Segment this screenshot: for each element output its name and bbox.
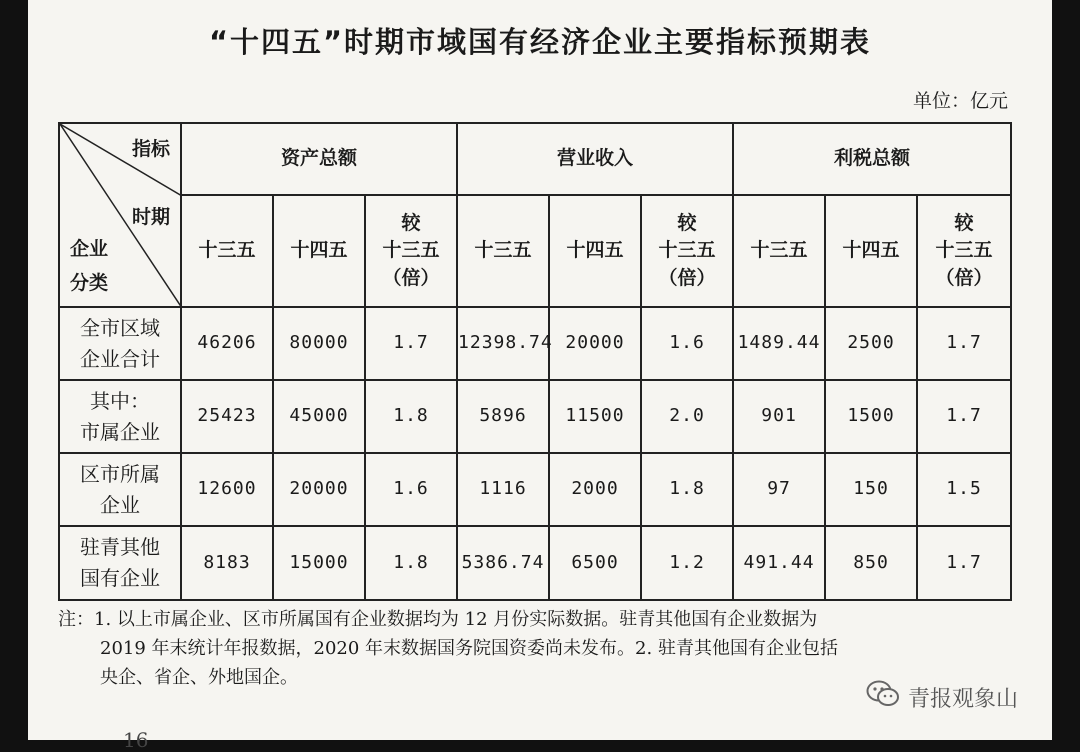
table-cell: 1500 bbox=[825, 380, 917, 453]
ratio-line-1: 较 bbox=[677, 211, 697, 234]
unit-label: 单位：亿元 bbox=[912, 90, 1008, 112]
table-row bbox=[59, 526, 1011, 600]
row-category bbox=[59, 453, 181, 526]
table-cell: 1.6 bbox=[365, 453, 457, 526]
row-category-line-2: 市属企业 bbox=[80, 419, 160, 444]
ratio-line-3: （倍） bbox=[658, 266, 716, 289]
row-category-line-1: 驻青其他 bbox=[80, 535, 160, 559]
table-row bbox=[59, 380, 1011, 453]
corner-label-period: 时期 bbox=[131, 206, 170, 228]
table-cell: 150 bbox=[825, 453, 917, 526]
table-cell: 46206 bbox=[181, 307, 273, 380]
row-category bbox=[59, 380, 181, 453]
row-category bbox=[59, 307, 181, 380]
table-cell: 20000 bbox=[549, 307, 641, 380]
corner-header-cell bbox=[59, 123, 181, 307]
row-category bbox=[59, 526, 181, 600]
page-title: “十四五”时期市域国有经济企业主要指标预期表 bbox=[208, 25, 872, 59]
table-cell: 1.7 bbox=[917, 526, 1011, 600]
row-category-line-2: 国有企业 bbox=[80, 566, 160, 590]
table-cell: 1.8 bbox=[641, 453, 733, 526]
table-cell: 1.7 bbox=[917, 380, 1011, 453]
row-category-line-1: 其中： bbox=[90, 388, 150, 413]
group-header-tax: 利税总额 bbox=[733, 123, 1011, 195]
sub-header-ratio bbox=[641, 195, 733, 307]
watermark-text: 青报观象山 bbox=[907, 686, 1018, 712]
footnote-line-3: 央企、省企、外地国企。 bbox=[100, 666, 298, 688]
corner-label-category-2: 分类 bbox=[70, 272, 109, 294]
table-cell: 1.8 bbox=[365, 526, 457, 600]
table-cell: 20000 bbox=[273, 453, 365, 526]
table-cell: 1.2 bbox=[641, 526, 733, 600]
table-cell: 850 bbox=[825, 526, 917, 600]
table-cell: 1.8 bbox=[365, 380, 457, 453]
footnote-line-2: 2019 年末统计年报数据，2020 年末数据国务院国资委尚未发布。2. 驻青其他国有企业包括 bbox=[100, 637, 838, 659]
table-row bbox=[59, 307, 1011, 380]
group-header-revenue: 营业收入 bbox=[457, 123, 733, 195]
group-header-assets: 资产总额 bbox=[181, 123, 457, 195]
table-cell: 80000 bbox=[273, 307, 365, 380]
page-number: 16 bbox=[123, 728, 149, 752]
wechat-icon bbox=[866, 680, 900, 714]
indicator-table bbox=[58, 122, 1012, 601]
ratio-line-1: 较 bbox=[401, 211, 421, 234]
sub-header-ratio bbox=[365, 195, 457, 307]
table-row bbox=[59, 453, 1011, 526]
row-category-line-1: 区市所属 bbox=[80, 461, 160, 486]
sub-header-13th: 十三五 bbox=[733, 195, 825, 307]
sub-header-14th: 十四五 bbox=[549, 195, 641, 307]
row-category-line-2: 企业 bbox=[100, 492, 140, 517]
sub-header-13th: 十三五 bbox=[181, 195, 273, 307]
corner-label-category-1: 企业 bbox=[70, 238, 109, 260]
table-cell: 6500 bbox=[549, 526, 641, 600]
table-cell: 1116 bbox=[457, 453, 549, 526]
table-cell: 8183 bbox=[181, 526, 273, 600]
table-cell: 15000 bbox=[273, 526, 365, 600]
watermark bbox=[866, 680, 1018, 714]
sub-header-13th: 十三五 bbox=[457, 195, 549, 307]
sub-header-14th: 十四五 bbox=[825, 195, 917, 307]
sub-header-ratio bbox=[917, 195, 1011, 307]
ratio-line-1: 较 bbox=[954, 211, 974, 234]
ratio-line-2: 十三五 bbox=[382, 239, 440, 262]
table-cell: 1489.44 bbox=[733, 307, 825, 380]
ratio-line-3: （倍） bbox=[382, 266, 440, 289]
table-cell: 5386.74 bbox=[457, 526, 549, 600]
ratio-line-2: 十三五 bbox=[658, 239, 716, 262]
table-cell: 901 bbox=[733, 380, 825, 453]
ratio-line-2: 十三五 bbox=[935, 239, 993, 262]
table-cell: 2500 bbox=[825, 307, 917, 380]
table-cell: 45000 bbox=[273, 380, 365, 453]
row-category-line-2: 企业合计 bbox=[80, 346, 160, 371]
table-cell: 12600 bbox=[181, 453, 273, 526]
table-cell: 11500 bbox=[549, 380, 641, 453]
table-cell: 1.5 bbox=[917, 453, 1011, 526]
table-cell: 491.44 bbox=[733, 526, 825, 600]
sub-header-14th: 十四五 bbox=[273, 195, 365, 307]
footnote-line-1: 注：1. 以上市属企业、区市所属国有企业数据均为 12 月份实际数据。驻青其他国有企业数据为 bbox=[58, 609, 818, 630]
table-cell: 5896 bbox=[457, 380, 549, 453]
table-cell: 25423 bbox=[181, 380, 273, 453]
table-cell: 1.6 bbox=[641, 307, 733, 380]
ratio-line-3: （倍） bbox=[935, 266, 993, 289]
table-cell: 2.0 bbox=[641, 380, 733, 453]
document-page bbox=[28, 0, 1052, 752]
table-cell: 1.7 bbox=[917, 307, 1011, 380]
table-cell: 12398.74 bbox=[457, 307, 549, 380]
corner-label-indicator: 指标 bbox=[131, 138, 170, 160]
row-category-line-1: 全市区域 bbox=[80, 315, 160, 340]
table-cell: 2000 bbox=[549, 453, 641, 526]
table-cell: 1.7 bbox=[365, 307, 457, 380]
table-cell: 97 bbox=[733, 453, 825, 526]
